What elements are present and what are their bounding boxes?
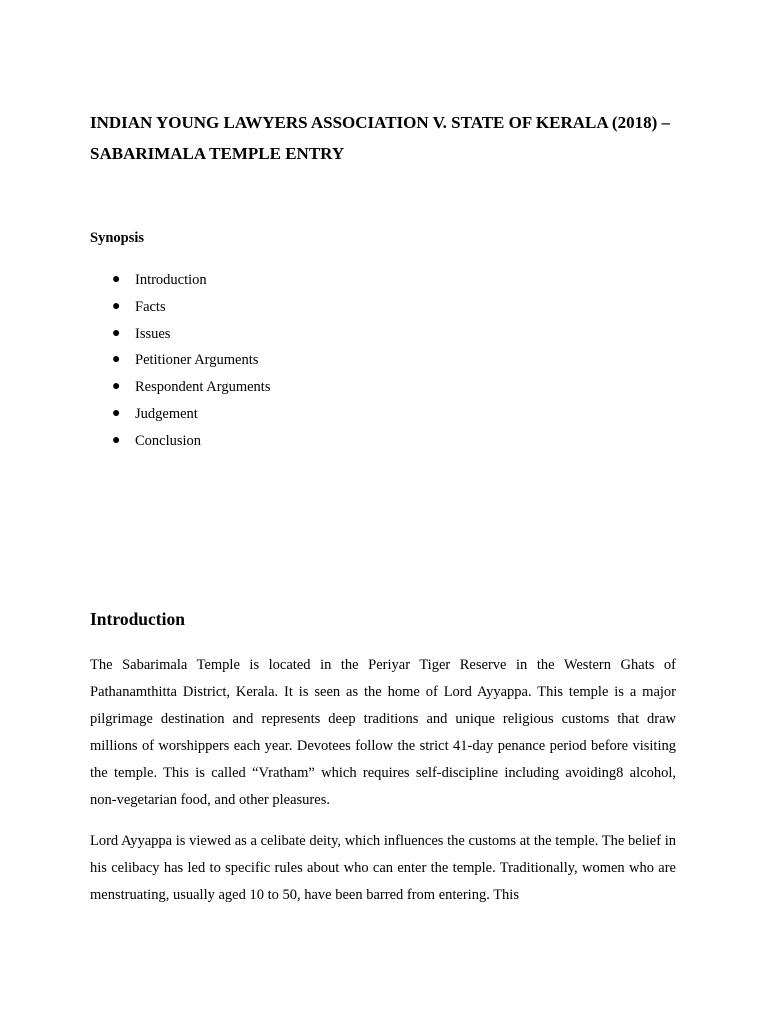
- bullet-icon: ●: [112, 405, 121, 421]
- bullet-icon: ●: [112, 379, 121, 395]
- introduction-paragraph: The Sabarimala Temple is located in the Periyar Tiger Reserve in the Western Ghats of Pathanamthitta District, Kerala. It is seen as the home of Lord Ayyappa. This temple is a major pilgrimage destination and represents deep traditions and unique religious customs that draw millions of worshippers each year. Devotees follow the strict 41-day penance period before visiting the temple. This is called “Vratham” which requires self-discipline including avoiding8 alcohol, non-vegetarian food, and other pleasures.: [90, 657, 676, 808]
- synopsis-item-facts: [90, 296, 270, 323]
- synopsis-item-petitioner-arguments: [90, 349, 270, 376]
- document-title: INDIAN YOUNG LAWYERS ASSOCIATION V. STATE OF KERALA (2018) – SABARIMALA TEMPLE ENTRY: [90, 113, 670, 163]
- synopsis-item-label: Introduction: [135, 272, 207, 288]
- synopsis-item-label: Facts: [135, 298, 166, 315]
- synopsis-item-label: Petitioner Arguments: [135, 352, 259, 369]
- synopsis-list: [90, 269, 270, 457]
- bullet-icon: ●: [112, 272, 121, 287]
- synopsis-item-judgement: [90, 403, 270, 430]
- bullet-icon: ●: [112, 352, 121, 368]
- synopsis-item-introduction: [90, 269, 270, 296]
- bullet-icon: ●: [112, 298, 121, 314]
- synopsis-item-respondent-arguments: [90, 376, 270, 403]
- introduction-heading: Introduction: [90, 609, 185, 629]
- synopsis-item-label: Judgement: [135, 405, 198, 422]
- bullet-icon: ●: [112, 432, 121, 448]
- synopsis-item-label: Respondent Arguments: [135, 379, 271, 396]
- bullet-icon: ●: [112, 325, 121, 341]
- synopsis-item-label: Issues: [135, 325, 171, 342]
- synopsis-item-conclusion: [90, 430, 270, 457]
- synopsis-heading: Synopsis: [90, 230, 145, 246]
- synopsis-item-issues: [90, 323, 270, 350]
- synopsis-item-label: Conclusion: [135, 432, 202, 449]
- introduction-paragraph: Lord Ayyappa is viewed as a celibate deity, which influences the customs at the temple. The belief in his celibacy has led to specific rules about who can enter the temple. Traditionally, women who are menstruating, usually aged 10 to 50, have been barred from entering. This: [90, 833, 676, 903]
